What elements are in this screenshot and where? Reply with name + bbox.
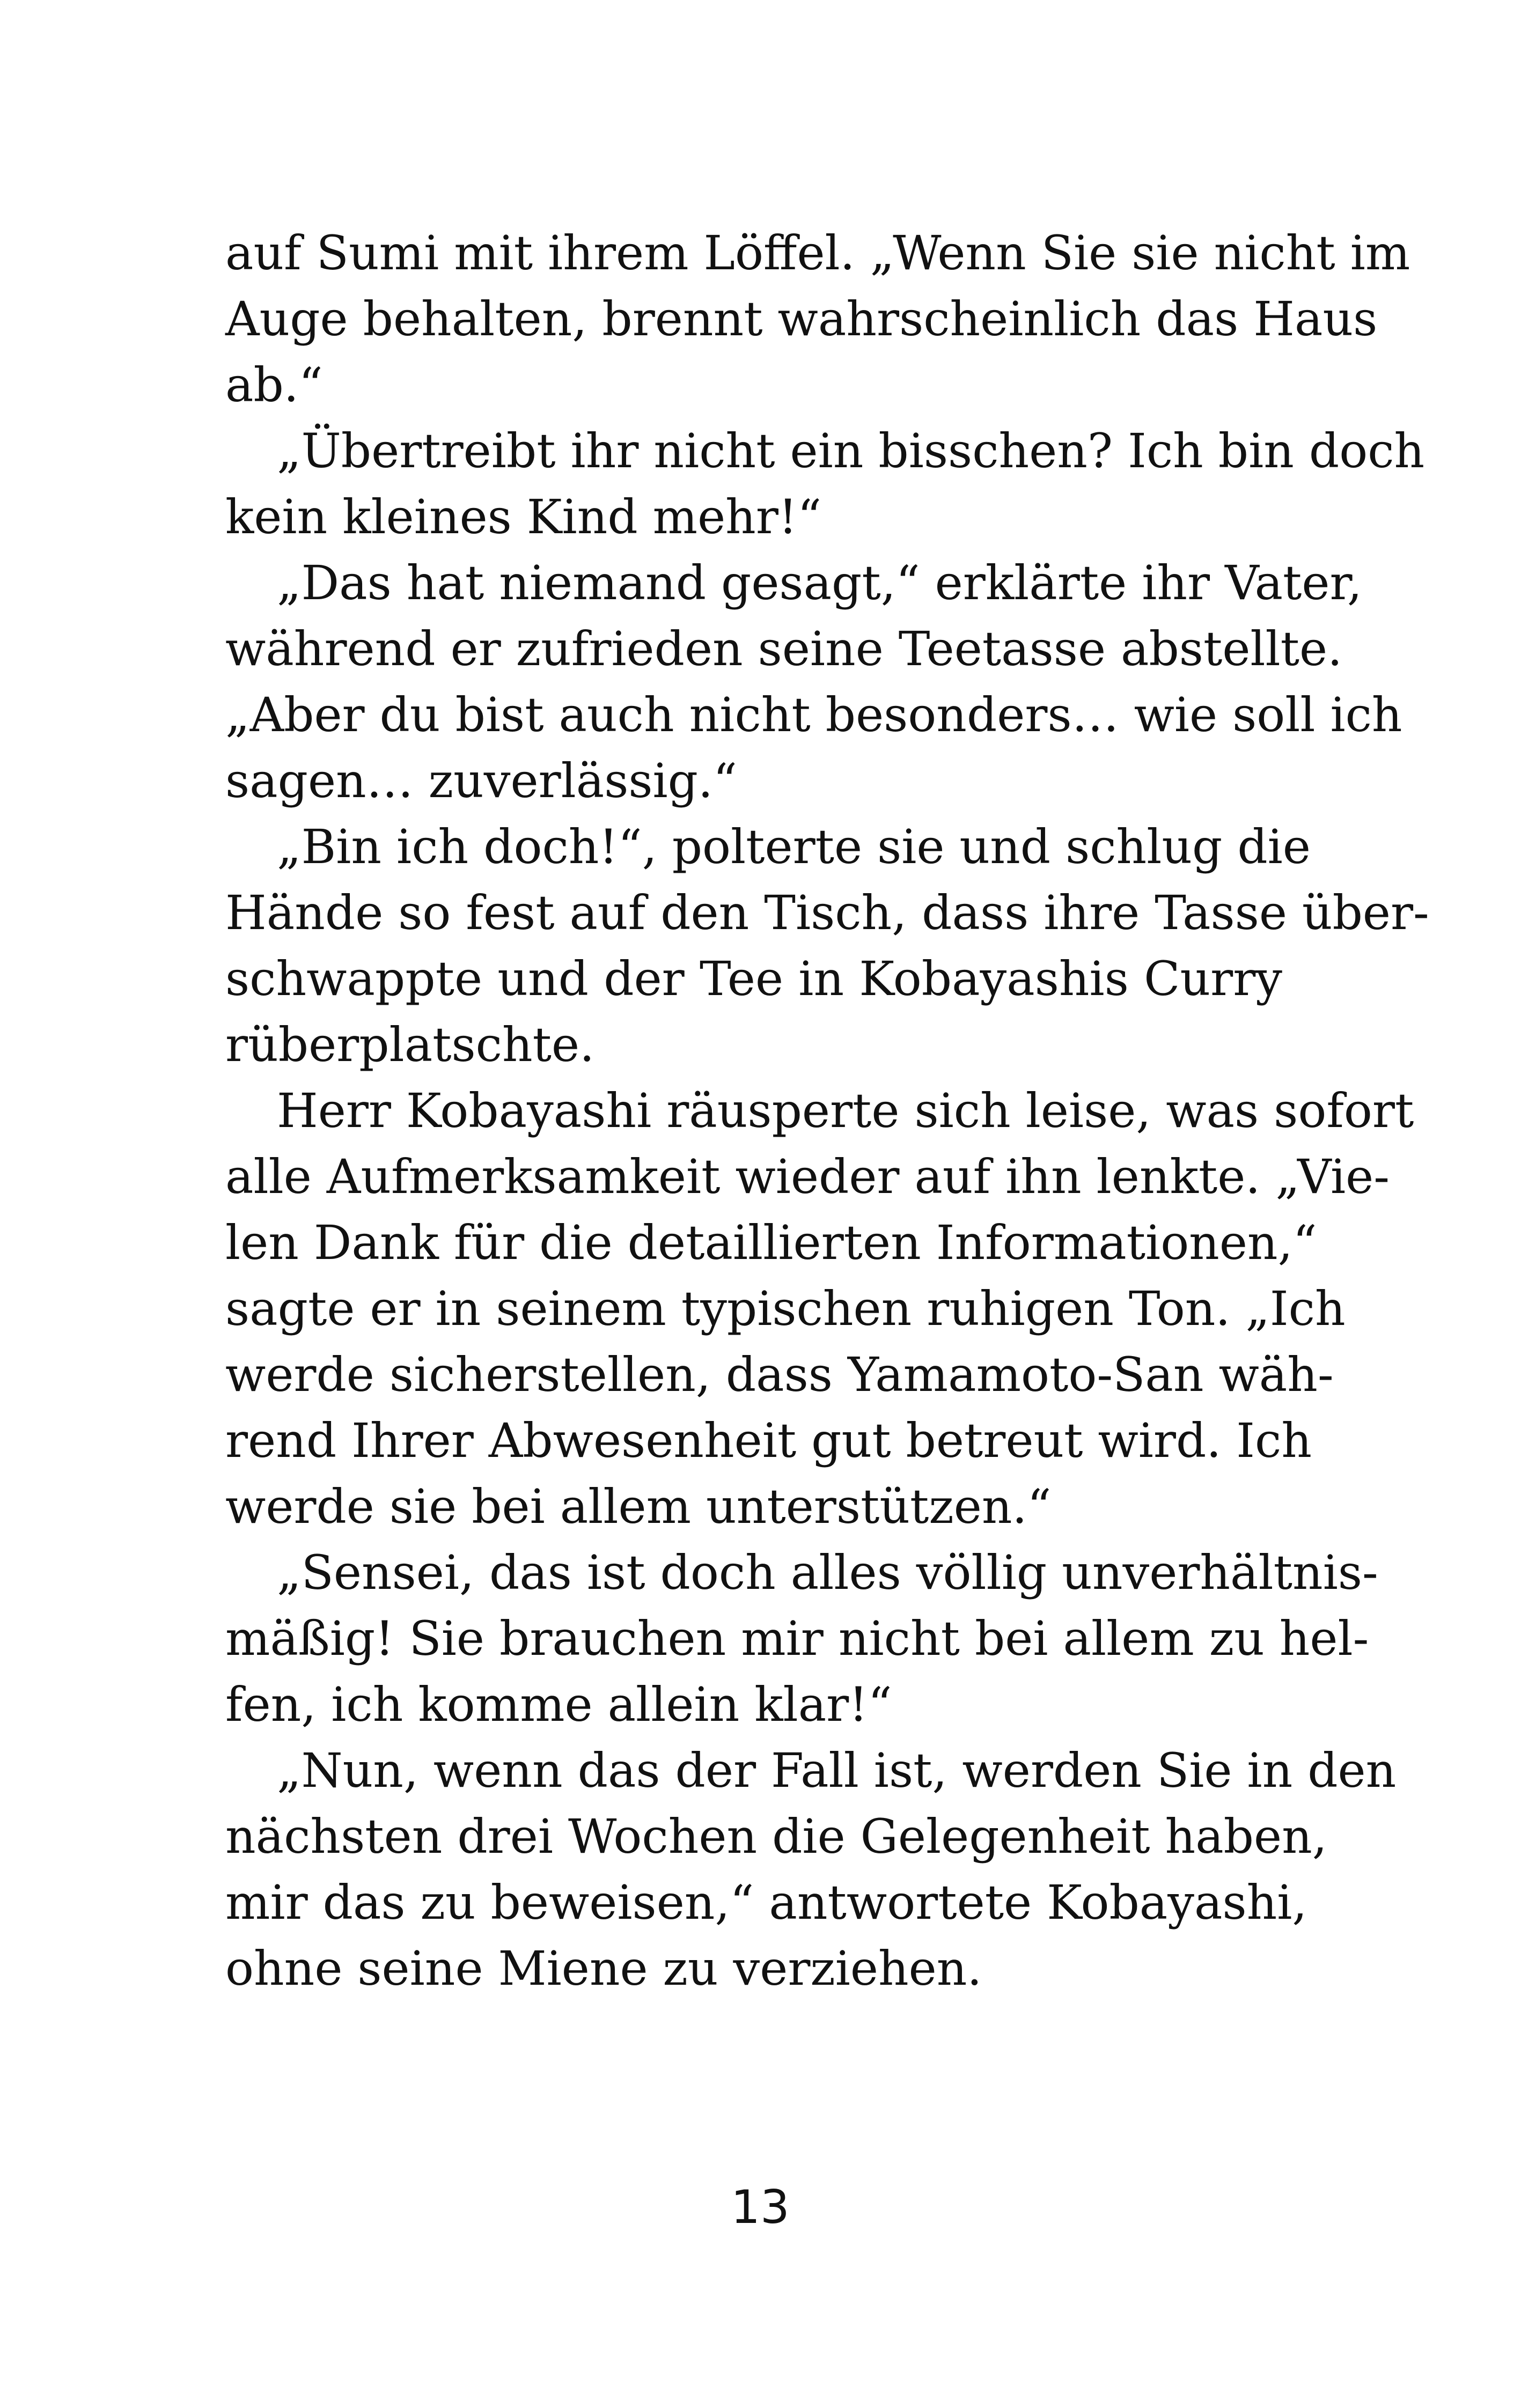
text-line: werde sicherstellen, dass Yamamoto-San wäh- xyxy=(225,1347,1334,1402)
text-line: während er zufrieden seine Teetasse abstellte. xyxy=(225,621,1343,676)
text-line: ab.“ xyxy=(225,357,323,413)
text-line: „Aber du bist auch nicht besonders… wie soll ich xyxy=(225,687,1402,742)
text-line: „Bin ich doch!“, polterte sie und schlug die xyxy=(277,819,1311,874)
text-line: rüberplatschte. xyxy=(225,1017,595,1072)
text-line: „Sensei, das ist doch alles völlig unverhältnis- xyxy=(277,1545,1378,1600)
text-line: mäßig! Sie brauchen mir nicht bei allem zu hel- xyxy=(225,1611,1369,1666)
text-line: fen, ich komme allein klar!“ xyxy=(225,1677,892,1732)
text-line: sagen… zuverlässig.“ xyxy=(225,753,737,808)
text-line: sagte er in seinem typischen ruhigen Ton. „Ich xyxy=(225,1281,1346,1336)
page-number: 13 xyxy=(731,2181,790,2234)
text-line: „Übertreibt ihr nicht ein bisschen? Ich bin doch xyxy=(277,423,1425,478)
text-line: „Das hat niemand gesagt,“ erklärte ihr Vater, xyxy=(277,555,1362,610)
text-line: mir das zu beweisen,“ antwortete Kobayashi, xyxy=(225,1875,1307,1930)
text-line: len Dank für die detaillierten Informationen,“ xyxy=(225,1215,1317,1270)
text-line: rend Ihrer Abwesenheit gut betreut wird. Ich xyxy=(225,1413,1312,1468)
body-text xyxy=(225,220,1429,2001)
text-line: schwappte und der Tee in Kobayashis Curry xyxy=(225,951,1282,1006)
text-line: werde sie bei allem unterstützen.“ xyxy=(225,1479,1052,1534)
text-line: „Nun, wenn das der Fall ist, werden Sie in den xyxy=(277,1743,1397,1798)
text-line: Hände so fest auf den Tisch, dass ihre Tasse über- xyxy=(225,885,1429,940)
text-line: nächsten drei Wochen die Gelegenheit haben, xyxy=(225,1809,1327,1864)
text-line: kein kleines Kind mehr!“ xyxy=(225,489,822,544)
text-line: alle Aufmerksamkeit wieder auf ihn lenkte. „Vie- xyxy=(225,1149,1390,1204)
text-line: Auge behalten, brennt wahrscheinlich das Haus xyxy=(225,291,1378,347)
text-line: Herr Kobayashi räusperte sich leise, was sofort xyxy=(277,1083,1414,1138)
text-line: auf Sumi mit ihrem Löffel. „Wenn Sie sie nicht im xyxy=(225,225,1410,281)
text-line: ohne seine Miene zu verziehen. xyxy=(225,1941,982,1996)
